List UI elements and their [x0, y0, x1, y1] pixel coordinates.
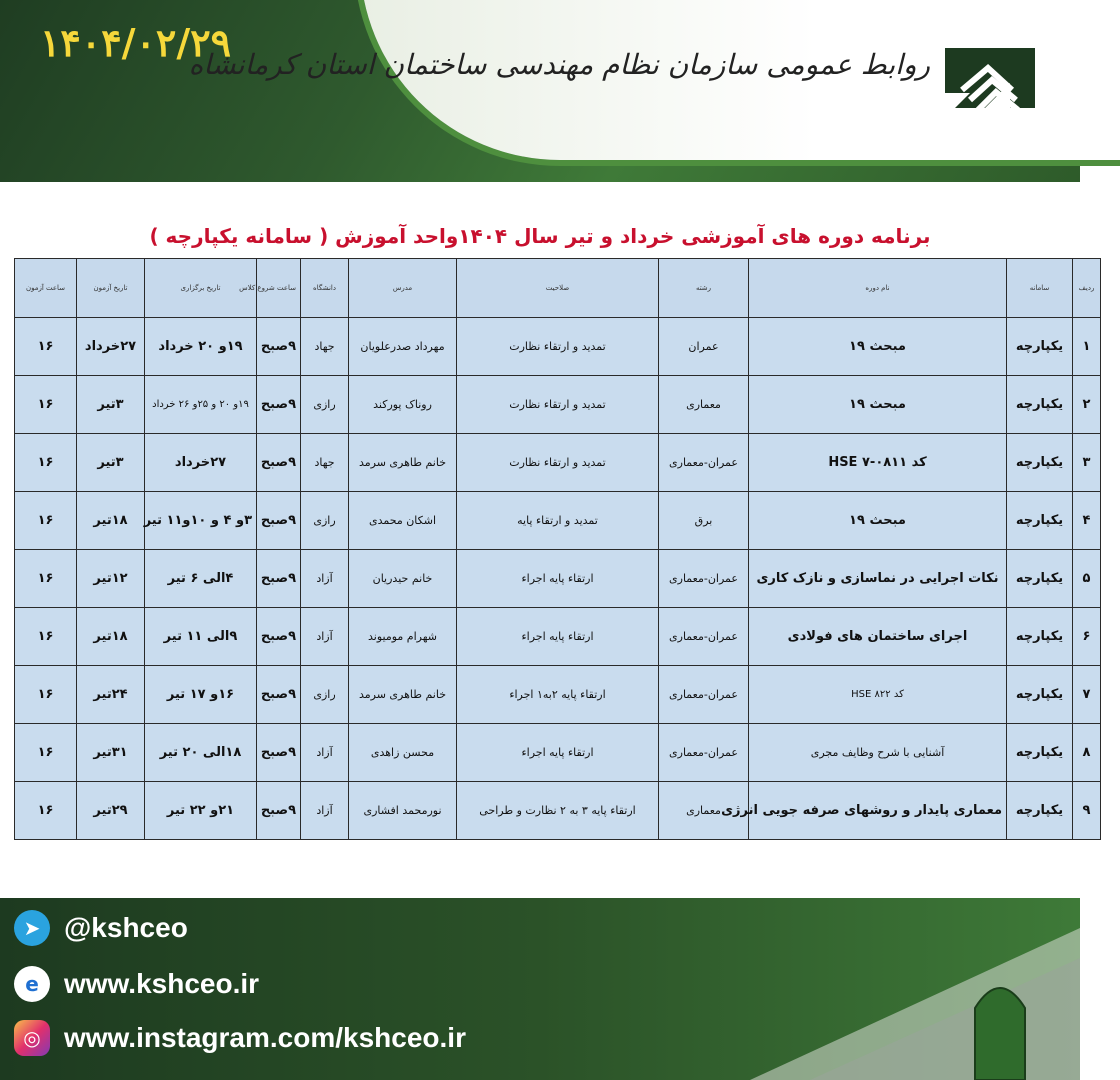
class-time-cell: ۹صبح [257, 608, 301, 666]
browser-icon: e [14, 966, 50, 1002]
university-cell: رازی [301, 666, 349, 724]
table-row [15, 492, 1101, 550]
telegram-icon: ➤ [14, 910, 50, 946]
instagram-icon: ◎ [14, 1020, 50, 1056]
header-exam-time: ساعت آزمون [15, 259, 77, 318]
system-cell: یکپارچه [1007, 666, 1073, 724]
instructor-cell: روناک پورکند [349, 376, 457, 434]
class-time-cell: ۹صبح [257, 376, 301, 434]
exam-date-cell: ۱۸تیر [77, 608, 145, 666]
qualification-cell: ارتقاء پایه ۲به۱ اجراء [457, 666, 659, 724]
instructor-cell: مهرداد صدرعلویان [349, 318, 457, 376]
university-cell: آزاد [301, 550, 349, 608]
contact-telegram[interactable] [14, 910, 188, 946]
row-number: ۴ [1073, 492, 1101, 550]
system-cell: یکپارچه [1007, 782, 1073, 840]
table-row [15, 434, 1101, 492]
website-link[interactable]: www.kshceo.ir [64, 968, 260, 999]
course-name-cell: کد ۰۸۱۱-۷ HSE [749, 434, 1007, 492]
course-dates-cell: ۲۱و ۲۲ تیر [145, 782, 257, 840]
class-time-cell: ۹صبح [257, 666, 301, 724]
field-cell: عمران-معماری [659, 550, 749, 608]
exam-time-cell: ۱۶ [15, 492, 77, 550]
exam-time-cell: ۱۶ [15, 318, 77, 376]
university-cell: آزاد [301, 782, 349, 840]
header-course-name: نام دوره [749, 259, 1007, 318]
field-cell: معماری [659, 376, 749, 434]
exam-time-cell: ۱۶ [15, 782, 77, 840]
header-row-number: ردیف [1073, 259, 1101, 318]
instructor-cell: خانم طاهری سرمد [349, 434, 457, 492]
class-time-cell: ۹صبح [257, 318, 301, 376]
system-cell: یکپارچه [1007, 492, 1073, 550]
system-cell: یکپارچه [1007, 550, 1073, 608]
footer-banner [0, 898, 1080, 1080]
header-exam-date: تاریخ آزمون [77, 259, 145, 318]
course-name-cell: مبحث ۱۹ [749, 318, 1007, 376]
table-row [15, 608, 1101, 666]
row-number: ۵ [1073, 550, 1101, 608]
header-field: رشته [659, 259, 749, 318]
organization-title: روابط عمومی سازمان نظام مهندسی ساختمان استان کرمانشاه [188, 48, 930, 81]
university-cell: جهاد [301, 434, 349, 492]
qualification-cell: تمدید و ارتقاء نظارت [457, 434, 659, 492]
field-cell: عمران-معماری [659, 608, 749, 666]
table-row [15, 376, 1101, 434]
class-time-cell: ۹صبح [257, 550, 301, 608]
qualification-cell: تمدید و ارتقاء نظارت [457, 318, 659, 376]
class-time-cell: ۹صبح [257, 724, 301, 782]
header-date: ۱۴۰۴/۰۲/۲۹ [40, 20, 232, 65]
row-number: ۸ [1073, 724, 1101, 782]
schedule-table-wrapper [14, 258, 1095, 842]
row-number: ۷ [1073, 666, 1101, 724]
exam-time-cell: ۱۶ [15, 434, 77, 492]
qualification-cell: تمدید و ارتقاء نظارت [457, 376, 659, 434]
header-course-dates: تاریخ برگزاری [145, 259, 257, 318]
course-name-cell: مبحث ۱۹ [749, 376, 1007, 434]
course-name-cell: نکات اجرایی در نماسازی و نازک کاری [749, 550, 1007, 608]
table-row [15, 666, 1101, 724]
instructor-cell: خانم طاهری سرمد [349, 666, 457, 724]
course-dates-cell: ۱۶و ۱۷ تیر [145, 666, 257, 724]
course-name-cell: اجرای ساختمان های فولادی [749, 608, 1007, 666]
qualification-cell: ارتقاء پایه اجراء [457, 724, 659, 782]
exam-time-cell: ۱۶ [15, 666, 77, 724]
header-system: سامانه [1007, 259, 1073, 318]
class-time-cell: ۹صبح [257, 492, 301, 550]
exam-date-cell: ۱۸تیر [77, 492, 145, 550]
course-name-cell: آشنایی با شرح وظایف مجری [749, 724, 1007, 782]
system-cell: یکپارچه [1007, 376, 1073, 434]
qualification-cell: ارتقاء پایه ۳ به ۲ نظارت و طراحی [457, 782, 659, 840]
instructor-cell: اشکان محمدی [349, 492, 457, 550]
header-university: دانشگاه [301, 259, 349, 318]
course-dates-cell: ۹الی ۱۱ تیر [145, 608, 257, 666]
header-banner [0, 0, 1080, 182]
course-dates-cell: ۱۹و ۲۰ و ۲۵و ۲۶ خرداد [145, 376, 257, 434]
exam-date-cell: ۳تیر [77, 434, 145, 492]
exam-time-cell: ۱۶ [15, 724, 77, 782]
exam-date-cell: ۳تیر [77, 376, 145, 434]
row-number: ۹ [1073, 782, 1101, 840]
university-cell: جهاد [301, 318, 349, 376]
course-dates-cell: ۲۷خرداد [145, 434, 257, 492]
instructor-cell: شهرام مومیوند [349, 608, 457, 666]
field-cell: عمران-معماری [659, 724, 749, 782]
program-title: برنامه دوره های آموزشی خرداد و تیر سال ۱۴۰۴واحد آموزش ( سامانه یکپارچه ) [149, 224, 931, 248]
field-cell: عمران-معماری [659, 666, 749, 724]
course-dates-cell: ۱۹و ۲۰ خرداد [145, 318, 257, 376]
row-number: ۲ [1073, 376, 1101, 434]
course-dates-cell: ۴الی ۶ تیر [145, 550, 257, 608]
course-dates-cell: ۱۸الی ۲۰ تیر [145, 724, 257, 782]
exam-time-cell: ۱۶ [15, 376, 77, 434]
course-name-cell: کد ۸۲۲ HSE [749, 666, 1007, 724]
system-cell: یکپارچه [1007, 434, 1073, 492]
instructor-cell: محسن زاهدی [349, 724, 457, 782]
table-row [15, 550, 1101, 608]
header-instructor: مدرس [349, 259, 457, 318]
schedule-table [14, 258, 1101, 840]
field-cell: معماری [659, 782, 749, 840]
class-time-cell: ۹صبح [257, 782, 301, 840]
decorative-dome-graphic [750, 898, 1080, 1080]
system-cell: یکپارچه [1007, 318, 1073, 376]
field-cell: عمران [659, 318, 749, 376]
exam-date-cell: ۳۱تیر [77, 724, 145, 782]
course-dates-cell: ۳و ۴ و ۱۰و۱۱ تیر [145, 492, 257, 550]
university-cell: آزاد [301, 608, 349, 666]
table-header-row [15, 259, 1101, 318]
qualification-cell: ارتقاء پایه اجراء [457, 608, 659, 666]
header-qualification: صلاحیت [457, 259, 659, 318]
contact-instagram[interactable] [14, 1020, 466, 1056]
qualification-cell: تمدید و ارتقاء پایه [457, 492, 659, 550]
field-cell: عمران-معماری [659, 434, 749, 492]
exam-date-cell: ۱۲تیر [77, 550, 145, 608]
row-number: ۱ [1073, 318, 1101, 376]
exam-date-cell: ۲۹تیر [77, 782, 145, 840]
header-class-time: ساعت شروع کلاس [257, 259, 301, 318]
qualification-cell: ارتقاء پایه اجراء [457, 550, 659, 608]
table-row [15, 724, 1101, 782]
exam-time-cell: ۱۶ [15, 608, 77, 666]
instructor-cell: نورمحمد افشاری [349, 782, 457, 840]
telegram-handle[interactable]: @kshceo [64, 912, 188, 943]
instructor-cell: خانم حیدریان [349, 550, 457, 608]
exam-date-cell: ۲۴تیر [77, 666, 145, 724]
class-time-cell: ۹صبح [257, 434, 301, 492]
instagram-link[interactable]: www.instagram.com/kshceo.ir [64, 1022, 466, 1053]
row-number: ۶ [1073, 608, 1101, 666]
exam-date-cell: ۲۷خرداد [77, 318, 145, 376]
table-row [15, 782, 1101, 840]
table-row [15, 318, 1101, 376]
field-cell: برق [659, 492, 749, 550]
system-cell: یکپارچه [1007, 724, 1073, 782]
row-number: ۳ [1073, 434, 1101, 492]
course-name-cell: معماری پایدار و روشهای صرفه جویی انرژی [749, 782, 1007, 840]
exam-time-cell: ۱۶ [15, 550, 77, 608]
university-cell: رازی [301, 492, 349, 550]
contact-website[interactable] [14, 966, 259, 1002]
organization-logo-icon [940, 28, 1040, 128]
course-name-cell: مبحث ۱۹ [749, 492, 1007, 550]
university-cell: رازی [301, 376, 349, 434]
system-cell: یکپارچه [1007, 608, 1073, 666]
university-cell: آزاد [301, 724, 349, 782]
